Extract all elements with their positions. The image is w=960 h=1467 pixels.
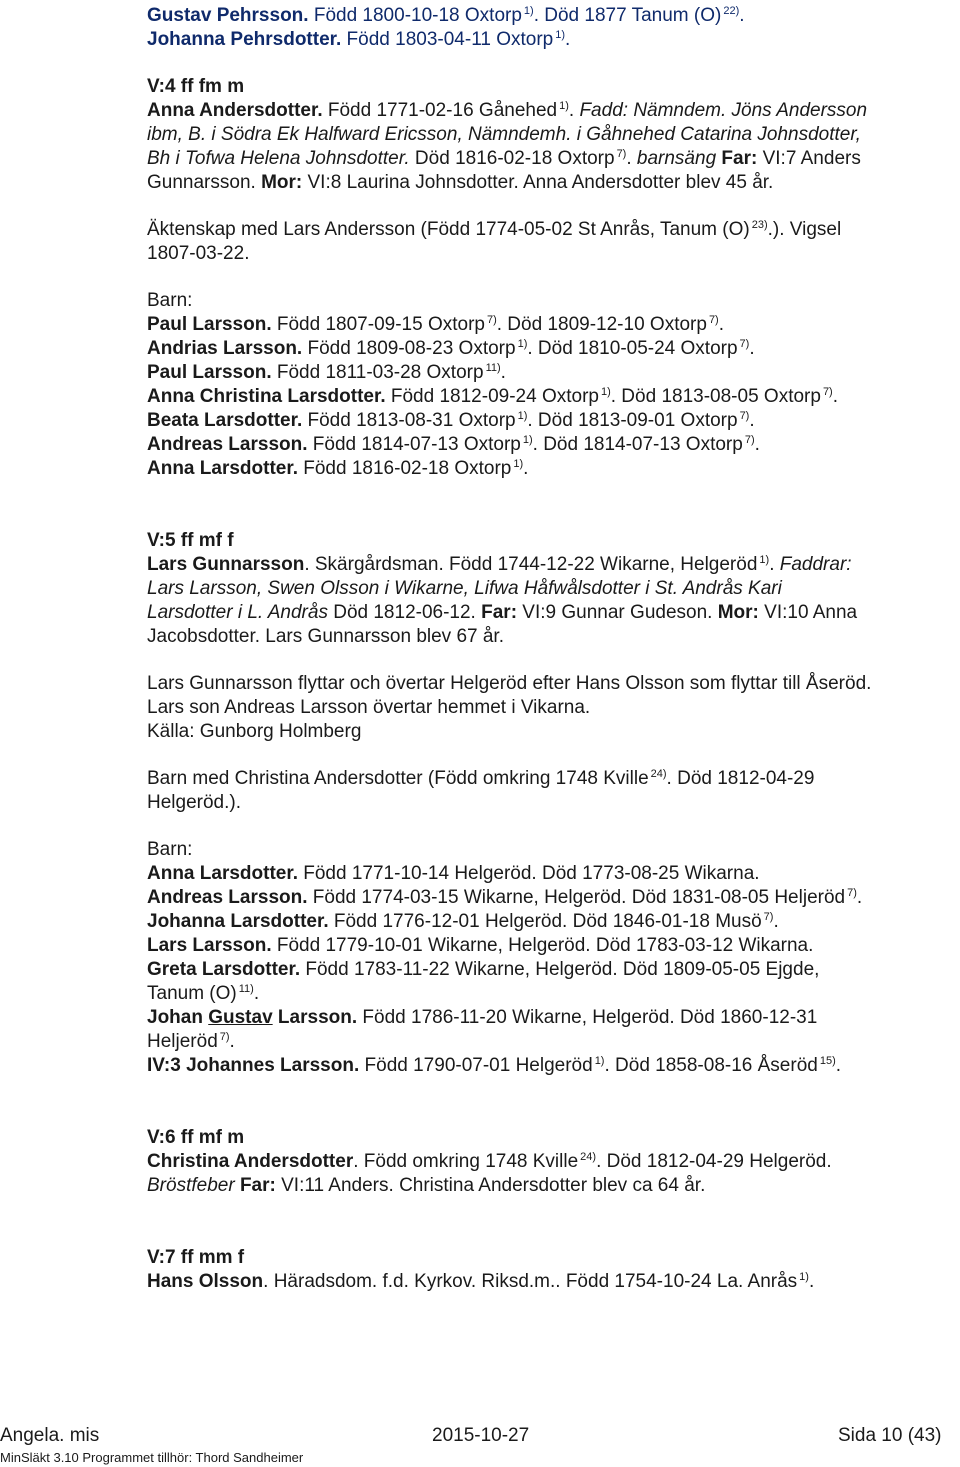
text-line: [147, 1150, 832, 1174]
text-line: [147, 577, 782, 601]
text-segment: Lars Gunnarsson: [147, 554, 305, 575]
text-line: [147, 982, 259, 1006]
text-segment: Barn:: [147, 839, 193, 860]
text-segment: Bh i Tofwa Helena Johnsdotter.: [147, 148, 410, 169]
text-segment: Lars Larsson, Swen Olsson i Wikarne, Lifwa Håfwålsdotter i St. Andrås Kari: [147, 578, 782, 599]
text-line: [147, 553, 852, 577]
text-line: [147, 28, 570, 52]
footnote-ref: 7): [847, 887, 857, 899]
text-segment: Larsdotter i L. Andrås: [147, 602, 328, 623]
text-segment: .: [718, 314, 724, 335]
footnote-ref: 1): [555, 29, 566, 41]
text-segment: Äktenskap med Lars Andersson (Född 1774-05-02 St Anrås, Tanum (O): [147, 219, 750, 240]
text-segment: V:4 ff fm m: [147, 76, 245, 97]
text-line: [147, 910, 779, 934]
footnote-ref: 23): [751, 219, 768, 231]
text-segment: Född 1790-07-01 Helgeröd: [359, 1055, 593, 1076]
text-segment: .: [749, 338, 755, 359]
text-segment: Född 1807-09-15 Oxtorp: [271, 314, 485, 335]
footnote-ref: 1): [522, 434, 533, 446]
text-line: [147, 886, 862, 910]
text-segment: VI:9 Gunnar Gudeson.: [517, 602, 718, 623]
text-segment: Barn:: [147, 290, 193, 311]
text-segment: Jacobsdotter. Lars Gunnarsson blev 67 år.: [147, 626, 504, 647]
text-segment: Faddrar:: [779, 554, 852, 575]
text-segment: Anna Andersdotter.: [147, 100, 323, 121]
text-segment: .: [253, 983, 260, 1004]
text-segment: Född 1813-08-31 Oxtorp: [302, 410, 516, 431]
text-segment: .: [523, 458, 529, 479]
text-segment: V:7 ff mm f: [147, 1247, 245, 1268]
text-segment: Far:: [721, 148, 758, 169]
text-segment: Barn med Christina Andersdotter (Född omkring 1748 Kville: [147, 768, 649, 789]
text-segment: Född 1771-02-16 Gånehed: [322, 100, 558, 121]
footnote-ref: 1): [513, 458, 524, 470]
text-segment: Anna Larsdotter.: [147, 458, 298, 479]
footnote-ref: 1): [523, 5, 534, 17]
text-segment: Född 1774-03-15 Wikarne, Helgeröd. Död 1831-08-05 Heljeröd: [307, 887, 846, 908]
text-segment: Anna Larsdotter.: [147, 863, 298, 884]
text-segment: .: [773, 911, 779, 932]
text-line: [147, 529, 234, 553]
footer-date: 2015-10-27: [432, 1425, 530, 1446]
text-line: [147, 862, 760, 886]
text-segment: . Häradsdom. f.d. Kyrkov. Riksd.m.. Född 1754-10-24 La. Anrås: [263, 1271, 798, 1292]
footnote-ref: 7): [822, 386, 833, 398]
text-segment: Född 1811-03-28 Oxtorp: [271, 362, 484, 383]
footnote-ref: 1): [594, 1055, 605, 1067]
text-line: [147, 696, 590, 720]
text-segment: Lars Larsson.: [147, 935, 272, 956]
text-segment: .: [626, 148, 637, 169]
footnote-ref: 7): [708, 314, 719, 326]
text-segment: Johan: [147, 1007, 209, 1028]
text-line: [147, 313, 724, 337]
text-segment: Andreas Larsson.: [147, 434, 308, 455]
text-line: [147, 242, 249, 266]
text-segment: VI:10 Anna: [758, 602, 858, 623]
text-line: [147, 409, 755, 433]
footnote-ref: 22): [723, 5, 740, 17]
footnote-ref: 15): [819, 1055, 836, 1067]
text-line: [147, 361, 506, 385]
text-line: [147, 147, 861, 171]
text-segment: Mor:: [261, 172, 303, 193]
text-segment: . Död 1858-08-16 Åseröd: [604, 1055, 818, 1076]
text-line: [147, 601, 857, 625]
text-line: [147, 1126, 244, 1150]
text-segment: Född 1783-11-22 Wikarne, Helgeröd. Död 1809-05-05 Ejgde,: [300, 959, 820, 980]
text-segment: .: [835, 1055, 842, 1076]
footnote-ref: 11): [238, 983, 254, 995]
text-segment: Paul Larsson.: [147, 314, 272, 335]
text-segment: Född 1786-11-20 Wikarne, Helgeröd. Död 1860-12-31: [357, 1007, 818, 1028]
text-segment: Johanna Pehrsdotter.: [147, 29, 342, 50]
text-line: [147, 720, 361, 744]
text-line: [147, 385, 838, 409]
text-line: [147, 625, 504, 649]
text-segment: . Skärgårdsman. Född 1744-12-22 Wikarne, Helgeröd: [304, 554, 758, 575]
text-line: [147, 1054, 841, 1078]
text-segment: IV:3 Johannes Larsson.: [147, 1055, 360, 1076]
text-line: [147, 99, 867, 123]
text-line: [147, 1006, 817, 1030]
text-line: [147, 4, 745, 28]
footnote-ref: 7): [486, 314, 497, 326]
text-segment: Heljeröd: [147, 1031, 218, 1052]
text-segment: .: [749, 410, 755, 431]
text-segment: Född 1779-10-01 Wikarne, Helgeröd. Död 1783-03-12 Wikarna.: [271, 935, 814, 956]
text-segment: .: [856, 887, 863, 908]
text-segment: barnsäng: [636, 148, 717, 169]
text-line: [147, 123, 861, 147]
footnote-ref: 7): [739, 410, 750, 422]
footer-left: Angela. mis: [0, 1425, 100, 1446]
text-segment: .: [565, 29, 571, 50]
text-segment: Född 1771-10-14 Helgeröd. Död 1773-08-25 Wikarna.: [297, 863, 760, 884]
text-line: [147, 934, 813, 958]
text-segment: Källa: Gunborg Holmberg: [147, 721, 362, 742]
text-line: [147, 672, 871, 696]
text-segment: . Död 1812-04-29 Helgeröd.: [596, 1151, 832, 1172]
text-segment: Larsson.: [272, 1007, 358, 1028]
text-segment: . Död 1814-07-13 Oxtorp: [532, 434, 743, 455]
text-segment: 1807-03-22.: [147, 243, 250, 264]
text-segment: V:6 ff mf m: [147, 1127, 245, 1148]
text-line: [147, 337, 755, 361]
text-segment: Död 1816-02-18 Oxtorp: [409, 148, 615, 169]
text-segment: VI:7 Anders: [757, 148, 861, 169]
text-line: [147, 791, 241, 815]
text-segment: . Död 1813-09-01 Oxtorp: [527, 410, 738, 431]
text-line: [147, 767, 814, 791]
text-segment: Paul Larsson.: [147, 362, 272, 383]
text-segment: Mor:: [717, 602, 759, 623]
text-segment: Far:: [239, 1175, 276, 1196]
text-segment: Född 1776-12-01 Helgeröd. Död 1846-01-18 Musö: [328, 911, 762, 932]
text-line: [147, 457, 528, 481]
text-segment: Född 1814-07-13 Oxtorp: [307, 434, 521, 455]
text-segment: . Död 1812-04-29: [666, 768, 815, 789]
text-line: [147, 1270, 814, 1294]
text-line: [147, 1174, 705, 1198]
footnote-ref: 24): [650, 768, 667, 780]
text-segment: .: [808, 1271, 815, 1292]
text-segment: . Född omkring 1748 Kville: [353, 1151, 579, 1172]
text-segment: .). Vigsel: [767, 219, 842, 240]
text-segment: .: [229, 1031, 235, 1052]
text-segment: VI:8 Laurina Johnsdotter. Anna Andersdotter blev 45 år.: [302, 172, 774, 193]
footnote-ref: 1): [799, 1271, 809, 1283]
text-segment: Född 1803-04-11 Oxtorp: [341, 29, 554, 50]
text-line: [147, 958, 819, 982]
text-segment: Död 1812-06-12.: [327, 602, 482, 623]
footer-program: MinSläkt 3.10 Programmet tillhör: Thord Sandheimer: [0, 1450, 304, 1465]
footnote-ref: 1): [559, 100, 569, 112]
text-segment: Född 1816-02-18 Oxtorp: [297, 458, 512, 479]
text-segment: Beata Larsdotter.: [147, 410, 303, 431]
text-segment: .: [568, 100, 580, 121]
text-segment: Hans Olsson: [147, 1271, 264, 1292]
text-line: [147, 218, 841, 242]
text-segment: Fadd: Nämndem. Jöns Andersson: [579, 100, 868, 121]
text-segment: .: [754, 434, 760, 455]
text-segment: VI:11 Anders. Christina Andersdotter blev ca 64 år.: [275, 1175, 706, 1196]
footnote-ref: 1): [600, 386, 611, 398]
text-segment: Född 1809-08-23 Oxtorp: [302, 338, 516, 359]
text-segment: Andreas Larsson.: [147, 887, 308, 908]
text-segment: Född 1800-10-18 Oxtorp: [308, 5, 522, 26]
text-line: [147, 1030, 235, 1054]
text-segment: . Död 1809-12-10 Oxtorp: [496, 314, 707, 335]
text-segment: Lars son Andreas Larsson övertar hemmet i Vikarna.: [147, 697, 591, 718]
text-segment: Bröstfeber: [147, 1175, 235, 1196]
text-segment: Greta Larsdotter.: [147, 959, 301, 980]
footnote-ref: 24): [580, 1151, 597, 1163]
text-line: [147, 289, 192, 313]
text-line: [147, 75, 244, 99]
text-line: [147, 1246, 244, 1270]
footnote-ref: 1): [517, 410, 528, 422]
text-segment: Anna Christina Larsdotter.: [147, 386, 386, 407]
text-line: [147, 171, 773, 195]
text-segment: Far:: [481, 602, 518, 623]
text-segment: Helgeröd.).: [147, 792, 241, 813]
footnote-ref: 7): [219, 1031, 230, 1043]
text-segment: Johanna Larsdotter.: [147, 911, 329, 932]
footnote-ref: 7): [744, 434, 755, 446]
footnote-ref: 11): [485, 362, 501, 374]
text-line: [147, 838, 192, 862]
text-segment: .: [769, 554, 780, 575]
text-segment: .: [500, 362, 506, 383]
text-segment: V:5 ff mf f: [147, 530, 234, 551]
footnote-ref: 7): [739, 338, 750, 350]
text-segment: . Död 1877 Tanum (O): [533, 5, 722, 26]
text-segment: Gustav: [208, 1007, 273, 1028]
text-segment: . Död 1813-08-05 Oxtorp: [610, 386, 821, 407]
text-segment: .: [832, 386, 838, 407]
text-segment: Tanum (O): [147, 983, 237, 1004]
text-segment: ibm, B. i Södra Ek Halfward Ericsson, Nämndemh. i Gåhnehed Catarina Johnsdotter,: [147, 124, 861, 145]
text-segment: Gunnarsson.: [147, 172, 262, 193]
text-segment: Andrias Larsson.: [147, 338, 303, 359]
footnote-ref: 7): [616, 148, 627, 160]
footnote-ref: 1): [759, 554, 770, 566]
text-segment: Gustav Pehrsson.: [147, 5, 309, 26]
text-segment: Född 1812-09-24 Oxtorp: [385, 386, 599, 407]
footnote-ref: 1): [517, 338, 528, 350]
footnote-ref: 7): [763, 911, 774, 923]
text-line: [147, 433, 760, 457]
text-segment: .: [739, 5, 745, 26]
footer-page-number: Sida 10 (43): [838, 1425, 942, 1446]
text-segment: . Död 1810-05-24 Oxtorp: [527, 338, 738, 359]
text-segment: Christina Andersdotter: [147, 1151, 354, 1172]
text-segment: Lars Gunnarsson flyttar och övertar Helgeröd efter Hans Olsson som flyttar till Åseröd.: [147, 673, 872, 694]
